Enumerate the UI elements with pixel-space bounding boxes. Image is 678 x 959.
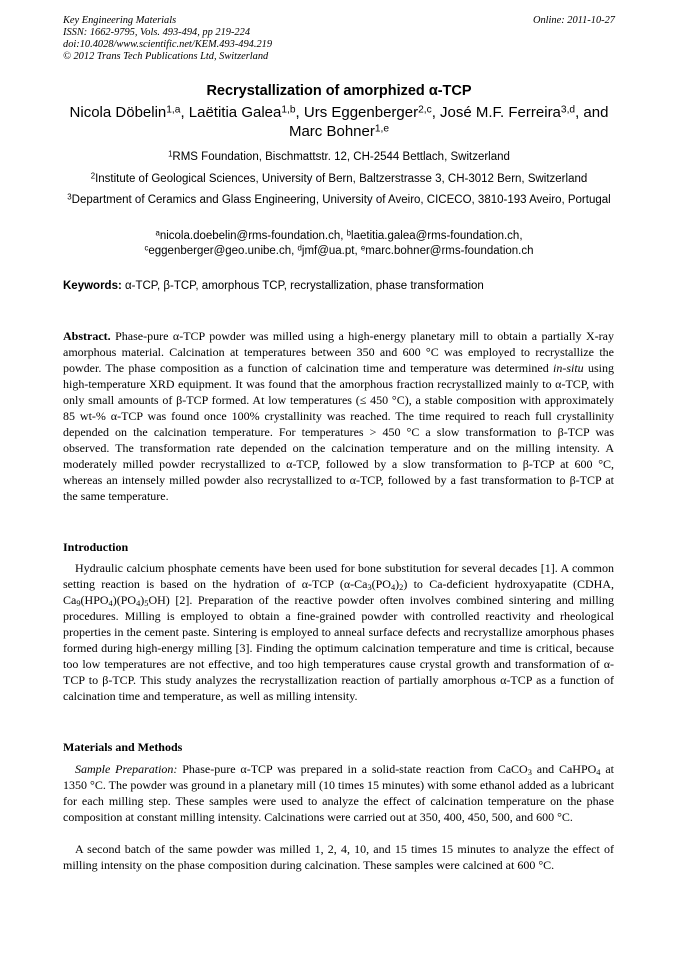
email-link[interactable]: eggenberger@geo.unibe.ch, (148, 244, 298, 257)
author-list (63, 103, 615, 141)
email-link[interactable]: nicola.doebelin@rms-foundation.ch, (159, 230, 347, 242)
author: and Marc Bohner$^{1,e}$ (288, 104, 609, 140)
keywords-label: Keywords: (63, 280, 122, 292)
keywords (63, 279, 615, 293)
online-date: Online: 2011-10-27 (532, 15, 615, 26)
author: Urs Eggenberger$^{2,c}$, (303, 104, 441, 121)
affiliation-2: $^2$Institute of Geological Sciences, University of Bern, Baltzerstrasse 3, CH-3012 Bern, Switzerland (90, 171, 588, 185)
section-heading-introduction: Introduction (63, 540, 129, 554)
section-heading-methods: Materials and Methods (63, 740, 183, 754)
email-link[interactable]: laetitia.galea@rms-foundation.ch, (351, 230, 523, 242)
paper-title: Recrystallization of amorphized α-TCP (206, 83, 472, 99)
abstract-label: Abstract. (63, 329, 111, 343)
email-link[interactable]: jmf@ua.pt, (301, 244, 361, 257)
affiliation-1: $^1$RMS Foundation, Bischmattstr. 12, CH-2544 Bettlach, Switzerland (168, 149, 510, 163)
email-list: $^a$nicola.doebelin@rms-foundation.ch, $^b$laetitia.galea@rms-foundation.ch, $^c$eggenberger@geo.unibe.ch, $^d$jmf@ua.pt, $^e$marc.bohner@rms-foundation.ch (144, 228, 534, 257)
journal-issn: ISSN: 1662-9795, Vols. 493-494, pp 219-224 (63, 27, 251, 38)
journal-meta (63, 15, 615, 63)
sample-preparation-label: Sample Preparation: (75, 762, 178, 776)
keywords-text: α-TCP, β-TCP, amorphous TCP, recrystallization, phase transformation (121, 280, 484, 292)
abstract: Abstract. Phase-pure α-TCP powder was milled using a high-energy planetary mill to obtain a partially X-ray amorphous material. Calcination at temperatures between 350 and 600 °C was employed to recrystallize the powder. The phase composition as a function of calcination time and temperature was determined in-situ using high-temperature XRD equipment. It was found that the amorphous fraction recrystallized mainly to α-TCP, with only small amounts of β-TCP formed. At low temperatures (≤ 450 °C), a stable composition with approximately 85 wt-% α-TCP was found once 100% crystallinity was reached. The time required to reach full crystallinity depended on the calcination temperature. For temperatures > 450 °C a slow transformation to β-TCP was observed. The transformation rate depended on the calcination temperature and on the milling intensity. A moderately milled powder recrystallized to α-TCP, followed by a slow transformation to β-TCP at 600 °C, whereas an intensely milled powder also recrystallized to α-TCP, followed by a fast transformation to β-TCP at the same temperature. (63, 329, 614, 503)
journal-doi: doi:10.4028/www.scientific.net/KEM.493-494.219 (63, 39, 273, 50)
author: Laëtitia Galea$^{1,b}$, (188, 104, 304, 121)
author: Nicola Döbelin$^{1,a}$, (69, 104, 189, 121)
methods-paragraph-1: Sample Preparation: Phase-pure α-TCP was prepared in a solid-state reaction from CaCO$_3$ and CaHPO$_4$ at 1350 °C. The powder was ground in a planetary mill (10 times 15 minutes) with some ethanol added as a lubricant for each milling step. These samples were used to analyze the effect of calcination temperature on the phase composition at constant milling intensity. Calcinations were carried out at 350, 400, 450, 500, and 600 °C. (63, 762, 614, 824)
introduction-paragraph: Hydraulic calcium phosphate cements have been used for bone substitution for several decades [1]. A common setting reaction is based on the hydration of α-TCP $(\alpha-Ca_3(PO_4)_2)$ to Ca-deficient hydroxyapatite (CDHA, $Ca_9(HPO_4)(PO_4)_5OH$) [2]. Preparation of the reactive powder often involves combined sintering and milling procedures. Milling is employed to obtain a fine-grained powder with controlled reactivity and rheological properties in the cement paste. Sintering is employed to anneal surface defects and recrystallize amorphous phases formed during high-energy milling [3]. Finding the optimum calcination temperature and time is critical, because too low temperatures are not effective, and too high temperatures cause crystal growth and transformation of α-TCP to β-TCP. This study analyzes the recrystallization reaction of partially amorphous α-TCP as a function of calcination time and temperature, as well as milling intensity. (63, 561, 614, 703)
author: José M.F. Ferreira$^{3,d}$, (440, 104, 584, 121)
journal-name: Key Engineering Materials (63, 15, 177, 26)
methods-paragraph-2: A second batch of the same powder was milled 1, 2, 4, 10, and 15 times 15 minutes to analyze the effect of milling intensity on the phase composition during calcination. These samples were calcined at 600 °C. (63, 842, 614, 872)
affiliation-3: $^3$Department of Ceramics and Glass Engineering, University of Aveiro, CICECO, 3810-193 Aveiro, Portugal (67, 192, 611, 206)
email-link[interactable]: marc.bohner@rms-foundation.ch (365, 244, 534, 257)
journal-copyright: © 2012 Trans Tech Publications Ltd, Switzerland (63, 51, 269, 62)
